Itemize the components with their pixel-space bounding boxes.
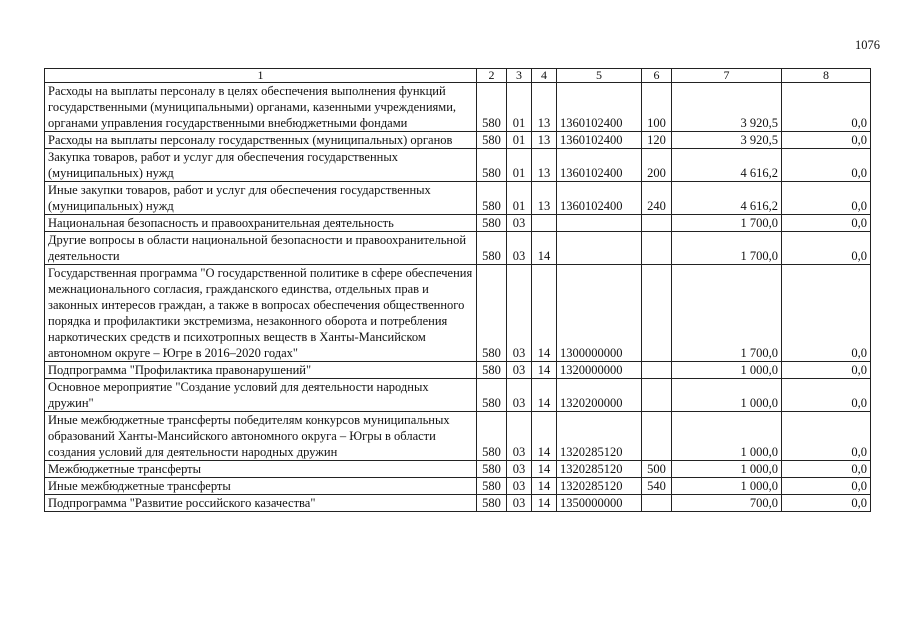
cell-amount-2: 0,0 — [782, 132, 871, 149]
cell-section: 01 — [507, 83, 532, 132]
column-header: 6 — [642, 69, 672, 83]
table-row — [45, 215, 871, 232]
cell-expense-type — [642, 265, 672, 362]
table-row — [45, 362, 871, 379]
budget-table — [44, 68, 871, 512]
cell-expense-type — [642, 412, 672, 461]
table-row — [45, 379, 871, 412]
column-header: 5 — [557, 69, 642, 83]
header-row — [45, 69, 871, 83]
cell-amount-2: 0,0 — [782, 478, 871, 495]
cell-target-article: 1320200000 — [557, 379, 642, 412]
cell-subsection: 14 — [532, 461, 557, 478]
row-name: Другие вопросы в области национальной безопасности и правоохранительной деятельности — [45, 232, 477, 265]
cell-subsection: 14 — [532, 232, 557, 265]
cell-ministry-code: 580 — [477, 232, 507, 265]
row-name: Государственная программа "О государственной политике в сфере обеспечения межнационального согласия, гражданского единства, отдельных прав и законных интересов граждан, а также в вопросах обеспечения общественного порядка и профилактики экстремизма, незаконного оборота и потребления наркотических средств и психотропных веществ в Ханты-Мансийском автономном округе – Югре в 2016–2020 годах" — [45, 265, 477, 362]
cell-expense-type — [642, 495, 672, 512]
cell-section: 03 — [507, 362, 532, 379]
column-header: 8 — [782, 69, 871, 83]
cell-section: 01 — [507, 149, 532, 182]
cell-amount: 1 700,0 — [672, 232, 782, 265]
cell-expense-type: 120 — [642, 132, 672, 149]
cell-amount: 4 616,2 — [672, 182, 782, 215]
table-row — [45, 461, 871, 478]
cell-subsection: 14 — [532, 265, 557, 362]
column-header: 3 — [507, 69, 532, 83]
cell-subsection — [532, 215, 557, 232]
cell-section: 03 — [507, 265, 532, 362]
cell-expense-type: 240 — [642, 182, 672, 215]
cell-ministry-code: 580 — [477, 495, 507, 512]
cell-ministry-code: 580 — [477, 461, 507, 478]
cell-expense-type: 100 — [642, 83, 672, 132]
cell-target-article: 1320285120 — [557, 461, 642, 478]
row-name: Подпрограмма "Профилактика правонарушений" — [45, 362, 477, 379]
column-header: 4 — [532, 69, 557, 83]
cell-amount: 4 616,2 — [672, 149, 782, 182]
cell-target-article — [557, 215, 642, 232]
cell-subsection: 13 — [532, 149, 557, 182]
cell-expense-type: 200 — [642, 149, 672, 182]
cell-amount-2: 0,0 — [782, 379, 871, 412]
cell-subsection: 14 — [532, 362, 557, 379]
cell-amount-2: 0,0 — [782, 412, 871, 461]
row-name: Закупка товаров, работ и услуг для обеспечения государственных (муниципальных) нужд — [45, 149, 477, 182]
cell-ministry-code: 580 — [477, 362, 507, 379]
table-row — [45, 149, 871, 182]
cell-section: 03 — [507, 478, 532, 495]
page-number: 1076 — [855, 38, 880, 52]
cell-amount: 1 000,0 — [672, 478, 782, 495]
cell-expense-type: 540 — [642, 478, 672, 495]
cell-subsection: 14 — [532, 495, 557, 512]
row-name: Иные межбюджетные трансферты — [45, 478, 477, 495]
column-header: 1 — [45, 69, 477, 83]
cell-amount: 1 000,0 — [672, 362, 782, 379]
row-name: Расходы на выплаты персоналу в целях обеспечения выполнения функций государственными (муниципальными) органами, казенными учреждениями, органами управления государственными внебюджетными фондами — [45, 83, 477, 132]
cell-ministry-code: 580 — [477, 412, 507, 461]
cell-amount-2: 0,0 — [782, 362, 871, 379]
cell-ministry-code: 580 — [477, 149, 507, 182]
cell-target-article: 1360102400 — [557, 182, 642, 215]
row-name: Межбюджетные трансферты — [45, 461, 477, 478]
cell-amount-2: 0,0 — [782, 182, 871, 215]
table-row — [45, 182, 871, 215]
cell-section: 03 — [507, 232, 532, 265]
cell-subsection: 13 — [532, 83, 557, 132]
cell-target-article: 1350000000 — [557, 495, 642, 512]
column-header: 7 — [672, 69, 782, 83]
cell-subsection: 13 — [532, 132, 557, 149]
cell-ministry-code: 580 — [477, 83, 507, 132]
cell-amount: 700,0 — [672, 495, 782, 512]
cell-target-article: 1360102400 — [557, 83, 642, 132]
cell-target-article: 1360102400 — [557, 132, 642, 149]
cell-ministry-code: 580 — [477, 132, 507, 149]
cell-expense-type — [642, 362, 672, 379]
cell-subsection: 14 — [532, 478, 557, 495]
cell-section: 03 — [507, 412, 532, 461]
cell-amount-2: 0,0 — [782, 83, 871, 132]
cell-expense-type: 500 — [642, 461, 672, 478]
cell-amount: 3 920,5 — [672, 132, 782, 149]
cell-amount-2: 0,0 — [782, 495, 871, 512]
table-row — [45, 478, 871, 495]
cell-target-article: 1320285120 — [557, 412, 642, 461]
cell-ministry-code: 580 — [477, 379, 507, 412]
cell-target-article: 1320285120 — [557, 478, 642, 495]
cell-amount-2: 0,0 — [782, 215, 871, 232]
cell-section: 03 — [507, 495, 532, 512]
column-header: 2 — [477, 69, 507, 83]
row-name: Основное мероприятие "Создание условий для деятельности народных дружин" — [45, 379, 477, 412]
cell-ministry-code: 580 — [477, 182, 507, 215]
cell-expense-type — [642, 215, 672, 232]
cell-ministry-code: 580 — [477, 215, 507, 232]
cell-amount: 1 700,0 — [672, 265, 782, 362]
cell-target-article: 1360102400 — [557, 149, 642, 182]
cell-subsection: 14 — [532, 412, 557, 461]
table-row — [45, 232, 871, 265]
table-row — [45, 265, 871, 362]
cell-section: 01 — [507, 182, 532, 215]
cell-section: 01 — [507, 132, 532, 149]
cell-expense-type — [642, 379, 672, 412]
row-name: Подпрограмма "Развитие российского казачества" — [45, 495, 477, 512]
cell-subsection: 13 — [532, 182, 557, 215]
table-row — [45, 83, 871, 132]
cell-amount: 3 920,5 — [672, 83, 782, 132]
cell-amount: 1 000,0 — [672, 379, 782, 412]
cell-ministry-code: 580 — [477, 478, 507, 495]
cell-section: 03 — [507, 215, 532, 232]
cell-amount-2: 0,0 — [782, 232, 871, 265]
cell-section: 03 — [507, 461, 532, 478]
cell-amount: 1 700,0 — [672, 215, 782, 232]
cell-amount: 1 000,0 — [672, 461, 782, 478]
cell-subsection: 14 — [532, 379, 557, 412]
row-name: Расходы на выплаты персоналу государственных (муниципальных) органов — [45, 132, 477, 149]
cell-target-article: 1300000000 — [557, 265, 642, 362]
table-row — [45, 412, 871, 461]
cell-amount-2: 0,0 — [782, 461, 871, 478]
row-name: Иные межбюджетные трансферты победителям конкурсов муниципальных образований Ханты-Мансийского автономного округа – Югры в области создания условий для деятельности народных дружин — [45, 412, 477, 461]
cell-target-article — [557, 232, 642, 265]
cell-target-article: 1320000000 — [557, 362, 642, 379]
cell-section: 03 — [507, 379, 532, 412]
row-name: Национальная безопасность и правоохранительная деятельность — [45, 215, 477, 232]
table-row — [45, 495, 871, 512]
cell-amount-2: 0,0 — [782, 149, 871, 182]
cell-amount: 1 000,0 — [672, 412, 782, 461]
cell-ministry-code: 580 — [477, 265, 507, 362]
table-row — [45, 132, 871, 149]
row-name: Иные закупки товаров, работ и услуг для обеспечения государственных (муниципальных) нужд — [45, 182, 477, 215]
cell-expense-type — [642, 232, 672, 265]
cell-amount-2: 0,0 — [782, 265, 871, 362]
